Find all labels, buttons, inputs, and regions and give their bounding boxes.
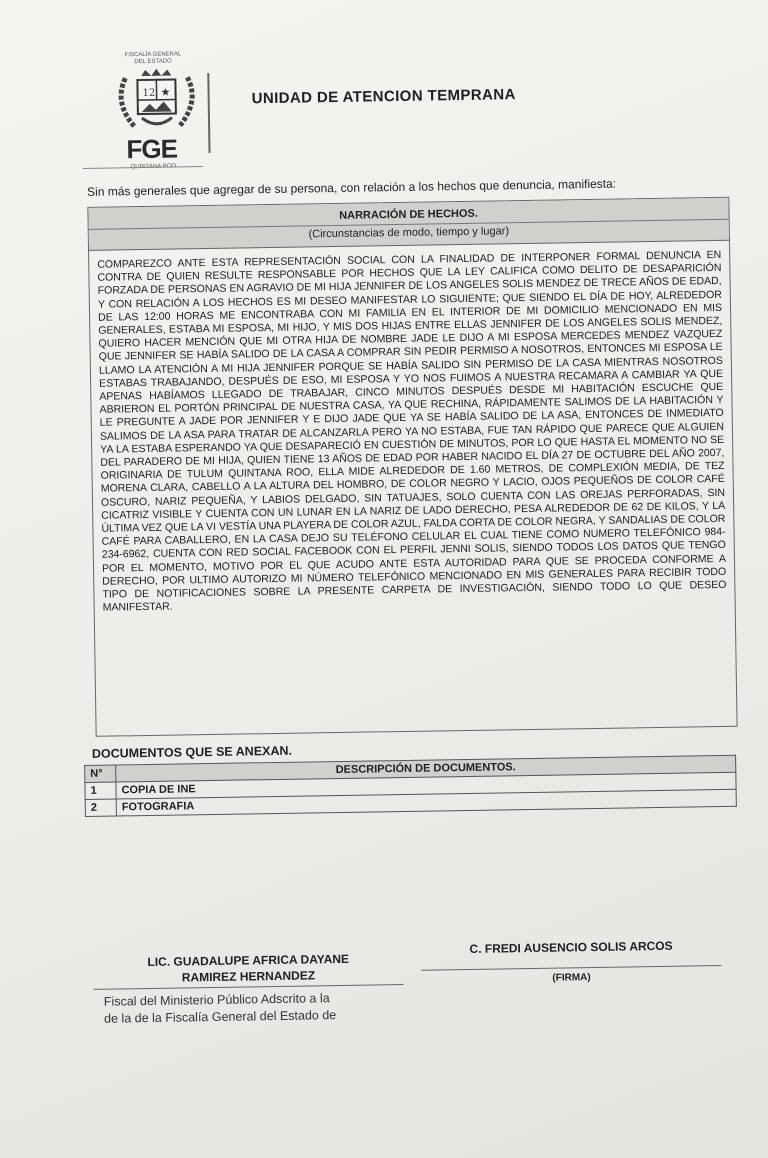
logo-acronym: FGE <box>126 133 178 165</box>
narration-box <box>87 197 737 737</box>
official-role-line2: de la de la Fiscalía General del Estado de <box>104 1008 337 1026</box>
complainant-name: C. FREDI AUSENCIO SOLIS ARCOS <box>469 938 673 956</box>
official-name-line1: LIC. GUADALUPE AFRICA DAYANE <box>147 951 350 970</box>
page-title: UNIDAD DE ATENCION TEMPRANA <box>251 86 516 108</box>
logo-top-text-1: FISCALÍA GENERAL <box>124 51 182 59</box>
official-role-line1: Fiscal del Ministerio Público Adscrito a la <box>103 991 330 1009</box>
state-emblem-icon <box>111 67 202 136</box>
row-description: FOTOGRAFIA <box>116 789 736 816</box>
official-name-line2: RAMIREZ HERNANDEZ <box>181 968 316 985</box>
narration-title: NARRACIÓN DE HECHOS. <box>339 207 478 222</box>
signature-block-complainant <box>421 937 722 986</box>
documents-title: DOCUMENTOS QUE SE ANEXAN. <box>91 743 293 761</box>
logo-top-text-2: DEL ESTADO <box>134 58 172 66</box>
row-description: COPIA DE INE <box>116 772 736 799</box>
row-number: 2 <box>85 799 116 816</box>
signature-caption: (FIRMA) <box>552 972 591 984</box>
svg-text:★: ★ <box>160 86 171 99</box>
narration-text: COMPAREZCO ANTE ESTA REPRESENTACIÓN SOCIAL CON LA FINALIDAD DE INTERPONER FORMAL DENUNCIA EN CONTRA DE QUIEN RESULTE RESPONSABLE POR HECHOS QUE LA LEY CALIFICA COMO DELITO DE DESAPARICIÓN FORZADA DE PERSONAS EN AGRAVIO DE MI HIJA JENNIFER DE LOS ANGELES SOLIS MENDEZ DE TRECE AÑOS DE EDAD, Y CON RELACIÓN A LOS HECHOS ES MI DESEO MANIFESTAR LO SIGUIENTE; QUE SIENDO EL DÍA DE HOY, ALREDEDOR DE LAS 12:00 HORAS ME ENCONTRABA CON MI FAMILIA EN EL INTERIOR DE MI DOMICILIO MENCIONADO EN MIS GENERALES, ESTABA MI ESPOSA, MI HIJO, Y MIS DOS HIJAS ENTRE ELLAS JENNIFER DE LOS ANGELES SOLIS MENDEZ, QUIERO HACER MENCIÓN QUE MI OTRA HIJA DE NOMBRE JADE LE DIJO A MI ESPOSA MERCEDES MENDEZ VAZQUEZ QUE JENNIFER SE HABÍA SALIDO DE LA CASA A COMPRAR SIN PEDIR PERMISO A NOSOTROS, ENTONCES MI ESPOSA LE LLAMO LA ATENCIÓN A MI HIJA JENNIFER PORQUE SE HABÍA SALIDO SIN PERMISO DE LA CASA MIENTRAS NOSOTROS ESTABAS TRABAJANDO, DESPUÉS DE ESO, MI ESPOSA Y YO NOS FUIMOS A NUESTRA RECAMARA A CAMBIAR YA QUE APENAS HABÍAMOS LLEGADO DE TRABAJAR, CINCO MINUTOS DESPUÉS DESDE MI HABITACIÓN ESCUCHE QUE ABRIERON EL PORTÓN PRINCIPAL DE NUESTRA CASA, YA QUE RECHINA, RÁPIDAMENTE SALIMOS DE LA HABITACIÓN Y LE PREGUNTE A JADE POR JENNIFER Y E DIJO JADE QUE YA SE HABÍA SALIDO DE LA ASA, ENTONCES DE INMEDIATO SALIMOS DE LA ASA PARA TRATAR DE ALCANZARLA PERO YA NO ESTABA, FUE TAN RÁPIDO QUE PARECE QUE ALGUIEN YA LA ESTABA ESPERANDO YA QUE DESAPARECIÓ EN CUESTIÓN DE MINUTOS, POR LO QUE HASTA EL MOMENTO NO SE DEL PARADERO DE MI HIJA, QUIEN TIENE 13 AÑOS DE EDAD POR HABER NACIDO EL DÍA 27 DE OCTUBRE DEL AÑO 2007, ORIGINARIA DE TULUM QUINTANA ROO, ELLA MIDE ALREDEDOR DE 1.60 METROS, DE COMPLEXIÓN MEDIA, DE TEZ MORENA CLARA, CABELLO A LA ALTURA DEL HOMBRO, DE COLOR NEGRO Y LACIO, OJOS PEQUEÑOS DE COLOR CAFÉ OSCURO, NARIZ PEQUEÑA, Y LABIOS DELGADO, SIN TATUAJES, SOLO CUENTA CON LAS OREJAS PERFORADAS, SIN CICATRIZ VISIBLE Y CUENTA CON UN LUNAR EN LA NARIZ DE LADO DERECHO, PESA ALREDEDOR DE 62 DE KILOS, Y LA ÚLTIMA VEZ QUE LA VI VESTÍA UNA PLAYERA DE COLOR AZUL, FALDA CORTA DE COLOR NEGRA, Y SANDALIAS DE COLOR CAFÉ PARA CABALLERO, EN LA CASA DEJO SU TELÉFONO CELULAR EL CUAL TIENE COMO NUMERO TELEFÓNICO 984-234-6962, CUENTA CON RED SOCIAL FACEBOOK CON EL PERFIL JENNI SOLIS, SIENDO TODOS LOS DATOS QUE TENGO POR EL MOMENTO, MOTIVO POR EL QUE ACUDO ANTE ESTA AUTORIDAD PARA QUE SE PROCEDA CONFORME A DERECHO, POR ULTIMO AUTORIZO MI NÚMERO TELEFÓNICO MENCIONADO EN MIS GENERALES PARA RECIBIR TODO TIPO DE NOTIFICACIONES SOBRE LA PRESENTE CARPETA DE INVESTIGACIÓN, SIENDO TODO LO QUE DESEO MANIFESTAR. <box>97 248 727 614</box>
intro-text: Sin más generales que agregar de su persona, con relación a los hechos que denuncia, manifiesta: <box>87 176 617 199</box>
row-number: 1 <box>85 782 116 799</box>
column-header-no: N° <box>85 765 116 782</box>
narration-subtitle: (Circunstancias de modo, tiempo y lugar) <box>89 219 729 244</box>
documents-table <box>84 755 737 817</box>
fge-logo <box>93 45 215 177</box>
svg-text:12: 12 <box>142 87 156 99</box>
signature-block-official <box>93 950 404 1028</box>
column-header-description: DESCRIPCIÓN DE DOCUMENTOS. <box>116 755 736 782</box>
